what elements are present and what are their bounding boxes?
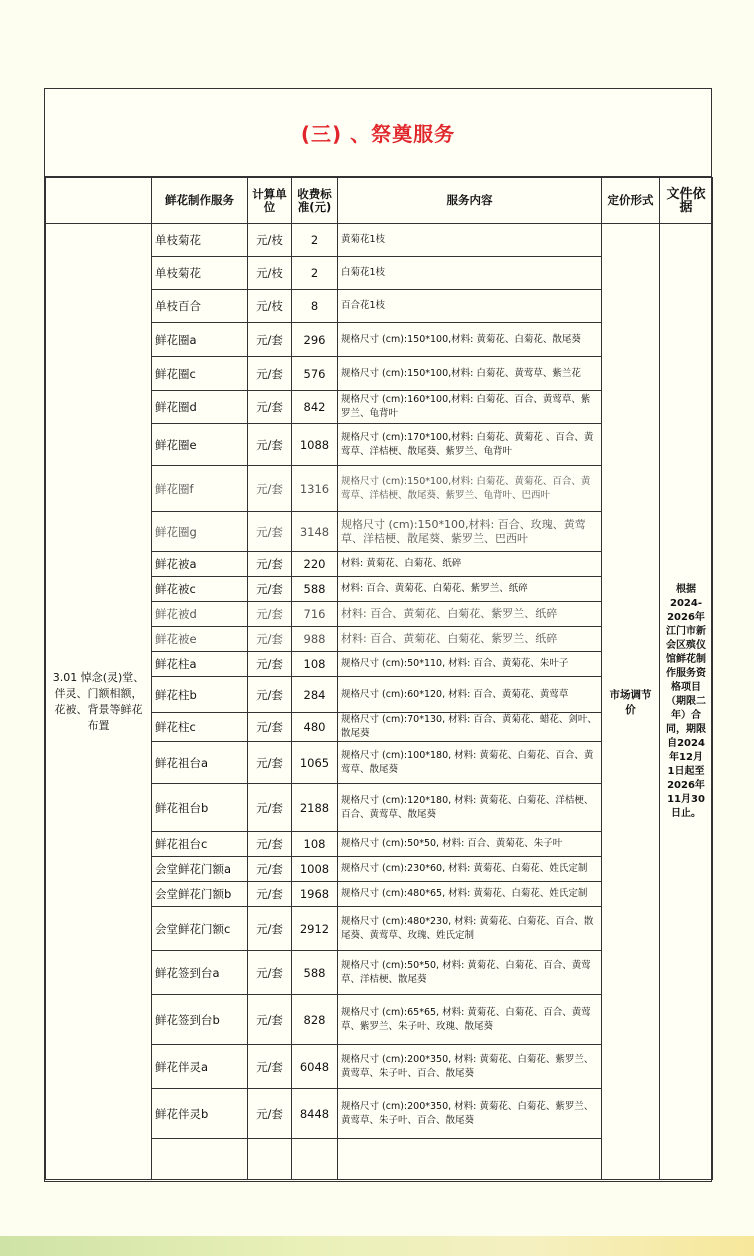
- unit-cell: 元/枝: [248, 257, 292, 290]
- service-name-cell: 鲜花被a: [152, 552, 248, 577]
- price-cell: 988: [292, 627, 338, 652]
- content-cell: 材料: 黄菊花、白菊花、纸碎: [338, 552, 602, 577]
- price-cell: 8448: [292, 1089, 338, 1139]
- price-cell: 2: [292, 257, 338, 290]
- content-cell: 规格尺寸 (cm):480*230, 材料: 黄菊花、白菊花、百合、散尾葵、黄莺草、玫瑰、姓氏定制: [338, 907, 602, 951]
- bottom-decoration: [0, 1236, 754, 1256]
- price-cell: 2188: [292, 784, 338, 832]
- basis-cell: 根据2024-2026年江门市新会区殡仪馆鲜花制作服务资格项目（期限二年）合同，期限自2024年12月1日起至2026年11月30日止。: [660, 224, 713, 1180]
- unit-cell: 元/枝: [248, 290, 292, 323]
- price-cell: 1088: [292, 424, 338, 466]
- service-name-cell: 会堂鲜花门额c: [152, 907, 248, 951]
- content-cell: 规格尺寸 (cm):150*100,材料: 白菊花、黄莺草、紫兰花: [338, 357, 602, 391]
- price-cell: 220: [292, 552, 338, 577]
- service-name-cell: 鲜花圈d: [152, 391, 248, 424]
- content-cell: 白菊花1枝: [338, 257, 602, 290]
- service-name-cell: 鲜花圈e: [152, 424, 248, 466]
- unit-cell: 元/套: [248, 995, 292, 1045]
- content-cell: 规格尺寸 (cm):230*60, 材料: 黄菊花、白菊花、姓氏定制: [338, 857, 602, 882]
- price-cell: 588: [292, 577, 338, 602]
- unit-cell: 元/套: [248, 784, 292, 832]
- content-cell: 规格尺寸 (cm):480*65, 材料: 黄菊花、白菊花、姓氏定制: [338, 882, 602, 907]
- unit-cell: 元/套: [248, 713, 292, 742]
- service-name-cell: 鲜花被d: [152, 602, 248, 627]
- content-cell: 规格尺寸 (cm):50*50, 材料: 百合、黄菊花、朱子叶: [338, 832, 602, 857]
- category-cell: 3.01 悼念(灵)堂、伴灵、门额相额，花被、背景等鲜花布置: [46, 224, 152, 1180]
- header-basis: 文件依据: [660, 178, 713, 224]
- price-cell: 296: [292, 323, 338, 357]
- unit-cell: 元/套: [248, 1045, 292, 1089]
- unit-cell: 元/套: [248, 907, 292, 951]
- unit-cell: 元/套: [248, 602, 292, 627]
- unit-cell: 元/套: [248, 323, 292, 357]
- service-name-cell: 会堂鲜花门额a: [152, 857, 248, 882]
- service-name-cell: 鲜花伴灵b: [152, 1089, 248, 1139]
- unit-cell: 元/枝: [248, 224, 292, 257]
- content-cell: 规格尺寸 (cm):170*100,材料: 白菊花、黄菊花 、百合、黄莺草、洋桔梗、散尾葵、紫罗兰、龟背叶: [338, 424, 602, 466]
- price-cell: 6048: [292, 1045, 338, 1089]
- service-name-cell: 鲜花柱b: [152, 677, 248, 713]
- price-cell: 828: [292, 995, 338, 1045]
- price-cell: 1008: [292, 857, 338, 882]
- unit-cell: 元/套: [248, 391, 292, 424]
- header-content: 服务内容: [338, 178, 602, 224]
- service-name-cell: 鲜花圈a: [152, 323, 248, 357]
- service-name-cell: 鲜花柱a: [152, 652, 248, 677]
- service-name-cell: 鲜花被c: [152, 577, 248, 602]
- price-cell: 588: [292, 951, 338, 995]
- content-cell: 规格尺寸 (cm):50*110, 材料: 百合、黄菊花、朱叶子: [338, 652, 602, 677]
- content-cell: 百合花1枝: [338, 290, 602, 323]
- content-cell: 规格尺寸 (cm):150*100,材料: 白菊花、黄菊花、百合、黄莺草、洋桔梗、散尾葵、紫罗兰、龟背叶、巴西叶: [338, 466, 602, 512]
- price-cell: 108: [292, 652, 338, 677]
- content-cell: 规格尺寸 (cm):160*100,材料: 白菊花、百合、黄莺草、紫罗兰、龟背叶: [338, 391, 602, 424]
- unit-cell: 元/套: [248, 512, 292, 552]
- price-cell: 2: [292, 224, 338, 257]
- price-cell: 1065: [292, 742, 338, 784]
- content-cell: 规格尺寸 (cm):150*100,材料: 黄菊花、白菊花、散尾葵: [338, 323, 602, 357]
- unit-cell: 元/套: [248, 742, 292, 784]
- service-name-cell: 鲜花签到台a: [152, 951, 248, 995]
- unit-cell: 元/套: [248, 1089, 292, 1139]
- header-price: 收费标准(元): [292, 178, 338, 224]
- unit-cell: 元/套: [248, 552, 292, 577]
- price-sheet: [44, 88, 712, 1182]
- unit-cell: 元/套: [248, 832, 292, 857]
- price-cell: 1316: [292, 466, 338, 512]
- section-title: (三) 、祭奠服务: [45, 89, 711, 177]
- price-cell: 8: [292, 290, 338, 323]
- price-cell: 108: [292, 832, 338, 857]
- price-cell: 3148: [292, 512, 338, 552]
- content-cell: 材料: 百合、黄菊花、白菊花、紫罗兰、纸碎: [338, 577, 602, 602]
- service-name-cell: 会堂鲜花门额b: [152, 882, 248, 907]
- content-cell: 规格尺寸 (cm):65*65, 材料: 黄菊花、白菊花、百合、黄莺草、紫罗兰、朱子叶、玫瑰、散尾葵: [338, 995, 602, 1045]
- price-cell: 2912: [292, 907, 338, 951]
- service-name-cell: 鲜花祖台b: [152, 784, 248, 832]
- service-name-cell: 鲜花伴灵a: [152, 1045, 248, 1089]
- service-name-cell: 鲜花祖台a: [152, 742, 248, 784]
- pricing-form-cell: 市场调节价: [602, 224, 660, 1180]
- service-name-cell: [152, 1139, 248, 1180]
- unit-cell: 元/套: [248, 466, 292, 512]
- unit-cell: 元/套: [248, 627, 292, 652]
- price-cell: 480: [292, 713, 338, 742]
- service-name-cell: 单枝百合: [152, 290, 248, 323]
- content-cell: 材料: 百合、黄菊花、白菊花、紫罗兰、纸碎: [338, 627, 602, 652]
- unit-cell: 元/套: [248, 424, 292, 466]
- content-cell: 规格尺寸 (cm):100*180, 材料: 黄菊花、白菊花、百合、黄莺草、散尾葵: [338, 742, 602, 784]
- service-name-cell: 鲜花圈f: [152, 466, 248, 512]
- content-cell: 材料: 百合、黄菊花、白菊花、紫罗兰、纸碎: [338, 602, 602, 627]
- service-name-cell: 鲜花圈g: [152, 512, 248, 552]
- header-row: [46, 178, 713, 224]
- content-cell: [338, 1139, 602, 1180]
- unit-cell: 元/套: [248, 652, 292, 677]
- price-cell: 842: [292, 391, 338, 424]
- content-cell: 规格尺寸 (cm):120*180, 材料: 黄菊花、白菊花、洋桔梗、百合、黄莺草、散尾葵: [338, 784, 602, 832]
- header-service: 鲜花制作服务: [152, 178, 248, 224]
- service-name-cell: 鲜花签到台b: [152, 995, 248, 1045]
- unit-cell: 元/套: [248, 951, 292, 995]
- service-name-cell: 鲜花柱c: [152, 713, 248, 742]
- unit-cell: [248, 1139, 292, 1180]
- price-table: [45, 177, 713, 1180]
- price-cell: 1968: [292, 882, 338, 907]
- content-cell: 规格尺寸 (cm):150*100,材料: 百合、玫瑰、黄莺草、洋桔梗、散尾葵、紫罗兰、巴西叶: [338, 512, 602, 552]
- unit-cell: 元/套: [248, 882, 292, 907]
- header-category: [46, 178, 152, 224]
- price-cell: 716: [292, 602, 338, 627]
- service-name-cell: 单枝菊花: [152, 257, 248, 290]
- content-cell: 规格尺寸 (cm):60*120, 材料: 百合、黄菊花、黄莺草: [338, 677, 602, 713]
- header-unit: 计算单位: [248, 178, 292, 224]
- table-row: [46, 224, 713, 257]
- price-cell: 576: [292, 357, 338, 391]
- price-cell: [292, 1139, 338, 1180]
- unit-cell: 元/套: [248, 577, 292, 602]
- content-cell: 规格尺寸 (cm):200*350, 材料: 黄菊花、白菊花、紫罗兰、黄莺草、朱子叶、百合、散尾葵: [338, 1089, 602, 1139]
- header-pricing-form: 定价形式: [602, 178, 660, 224]
- content-cell: 规格尺寸 (cm):70*130, 材料: 百合、黄菊花、蜡花、剑叶、散尾葵: [338, 713, 602, 742]
- content-cell: 黄菊花1枝: [338, 224, 602, 257]
- price-cell: 284: [292, 677, 338, 713]
- content-cell: 规格尺寸 (cm):50*50, 材料: 黄菊花、白菊花、百合、黄莺草、洋桔梗、散尾葵: [338, 951, 602, 995]
- content-cell: 规格尺寸 (cm):200*350, 材料: 黄菊花、白菊花、紫罗兰、黄莺草、朱子叶、百合、散尾葵: [338, 1045, 602, 1089]
- service-name-cell: 鲜花祖台c: [152, 832, 248, 857]
- unit-cell: 元/套: [248, 357, 292, 391]
- service-name-cell: 单枝菊花: [152, 224, 248, 257]
- unit-cell: 元/套: [248, 857, 292, 882]
- unit-cell: 元/套: [248, 677, 292, 713]
- service-name-cell: 鲜花圈c: [152, 357, 248, 391]
- service-name-cell: 鲜花被e: [152, 627, 248, 652]
